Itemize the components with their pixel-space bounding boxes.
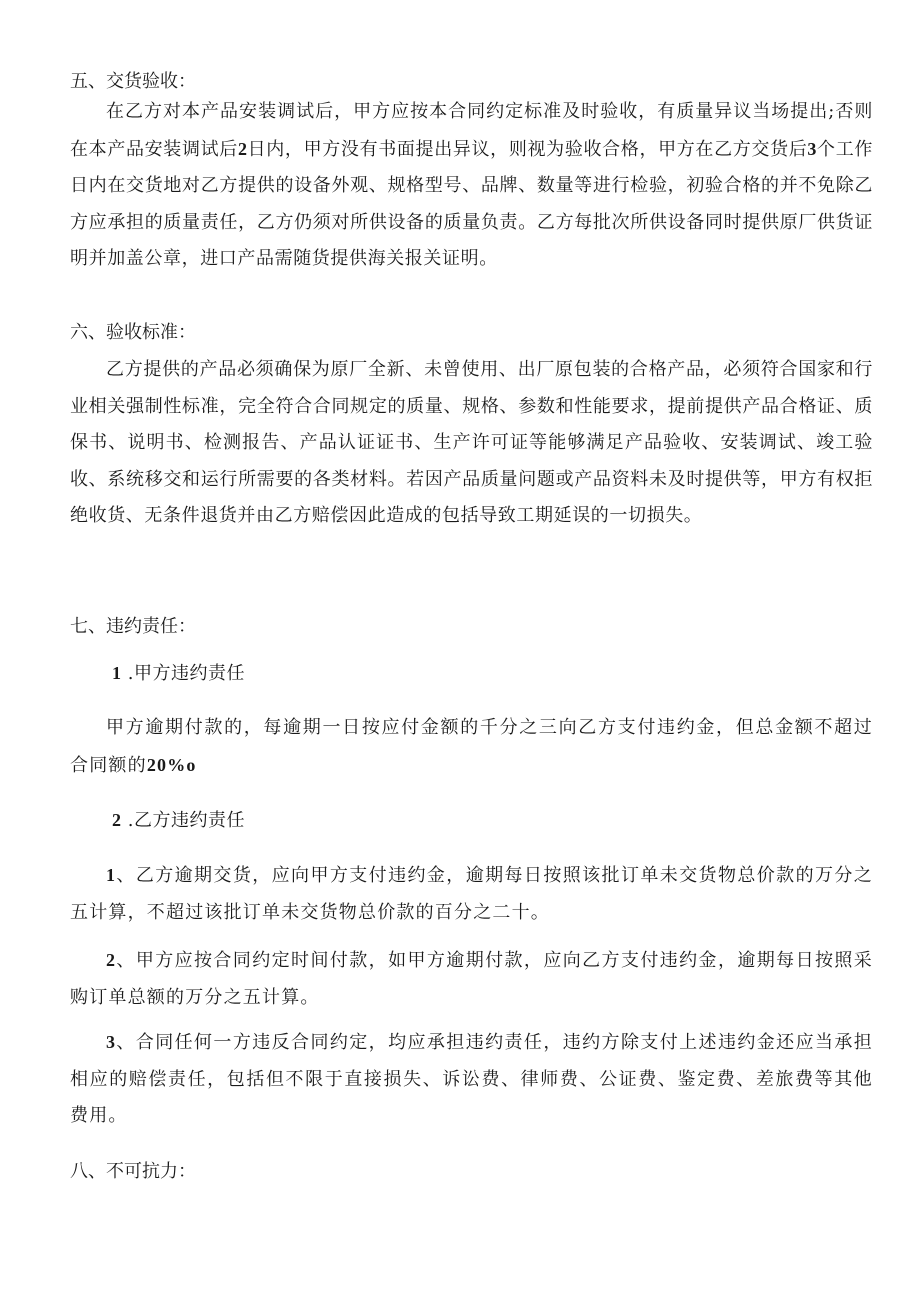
item-2-number: 2 (106, 950, 117, 970)
sub-2-label: .乙方违约责任 (121, 810, 245, 831)
section-7-sub-1 (112, 661, 245, 686)
section-7-item-2 (70, 942, 873, 1016)
item-3-number: 3 (106, 1032, 117, 1052)
section-7-item-1 (70, 857, 873, 931)
sub-1-label: .甲方违约责任 (121, 663, 245, 684)
item-3-text: 、合同任何一方违反合同约定，均应承担违约责任，违约方除支付上述违约金还应当承担相应的赔偿责任，包括但不限于直接损失、诉讼费、律师费、公证费、鉴定费、差旅费等其他费用。 (70, 1032, 873, 1127)
section-5-text-b: 日内，甲方没有书面提出异议，则视为验收合格，甲方在乙方交货后 (247, 138, 808, 160)
section-7-party-a-paragraph (70, 710, 873, 784)
party-a-text: 甲方逾期付款的，每逾期一日按应付金额的千分之三向乙方支付违约金，但总金额不超过合同额的 (70, 717, 873, 776)
section-5-number-workdays: 3 (807, 138, 817, 159)
section-8-title: 八、不可抗力： (70, 1161, 196, 1182)
section-5-paragraph (70, 94, 873, 278)
sub-1-number: 1 (112, 663, 122, 683)
section-5-text-c: 个工作日内在交货地对乙方提供的设备外观、规格型号、品牌、数量等进行检验，初验合格的并不免除乙方应承担的质量责任，乙方仍须对所供设备的质量负责。乙方每批次所供设备同时提供原厂供货证明并加盖公章，进口产品需随货提供海关报关证明。 (70, 138, 873, 270)
section-7-title: 七、违约责任： (70, 616, 196, 637)
party-a-percentage: 20%o (146, 754, 197, 775)
section-5-title: 五、交货验收： (70, 71, 196, 92)
item-1-text: 、乙方逾期交货，应向甲方支付违约金，逾期每日按照该批订单未交货物总价款的万分之五计算，不超过该批订单未交货物总价款的百分之二十。 (70, 865, 873, 923)
section-5-text-a: 在乙方对本产品安装调试后，甲方应按本合同约定标准及时验收，有质量异议当场提出;否则在本产品安装调试后 (70, 101, 873, 160)
section-7-item-3 (70, 1024, 873, 1135)
item-1-number: 1 (106, 865, 117, 885)
section-5-number-days: 2 (237, 138, 248, 159)
section-7-sub-2 (112, 808, 245, 833)
section-6-paragraph: 乙方提供的产品必须确保为原厂全新、未曾使用、出厂原包装的合格产品，必须符合国家和行业相关强制性标准，完全符合合同规定的质量、规格、参数和性能要求，提前提供产品合格证、质保书、说明书、检测报告、产品认证证书、生产许可证等能够满足产品验收、安装调试、竣工验收、系统移交和运行所需要的各类材料。若因产品质量问题或产品资料未及时提供等，甲方有权拒绝收货、无条件退货并由乙方赔偿因此造成的包括导致工期延误的一切损失。 (70, 359, 873, 527)
sub-2-number: 2 (112, 810, 122, 830)
section-6-title: 六、验收标准： (70, 322, 196, 343)
item-2-text: 、甲方应按合同约定时间付款，如甲方逾期付款，应向乙方支付违约金，逾期每日按照采购订单总额的万分之五计算。 (70, 950, 873, 1008)
